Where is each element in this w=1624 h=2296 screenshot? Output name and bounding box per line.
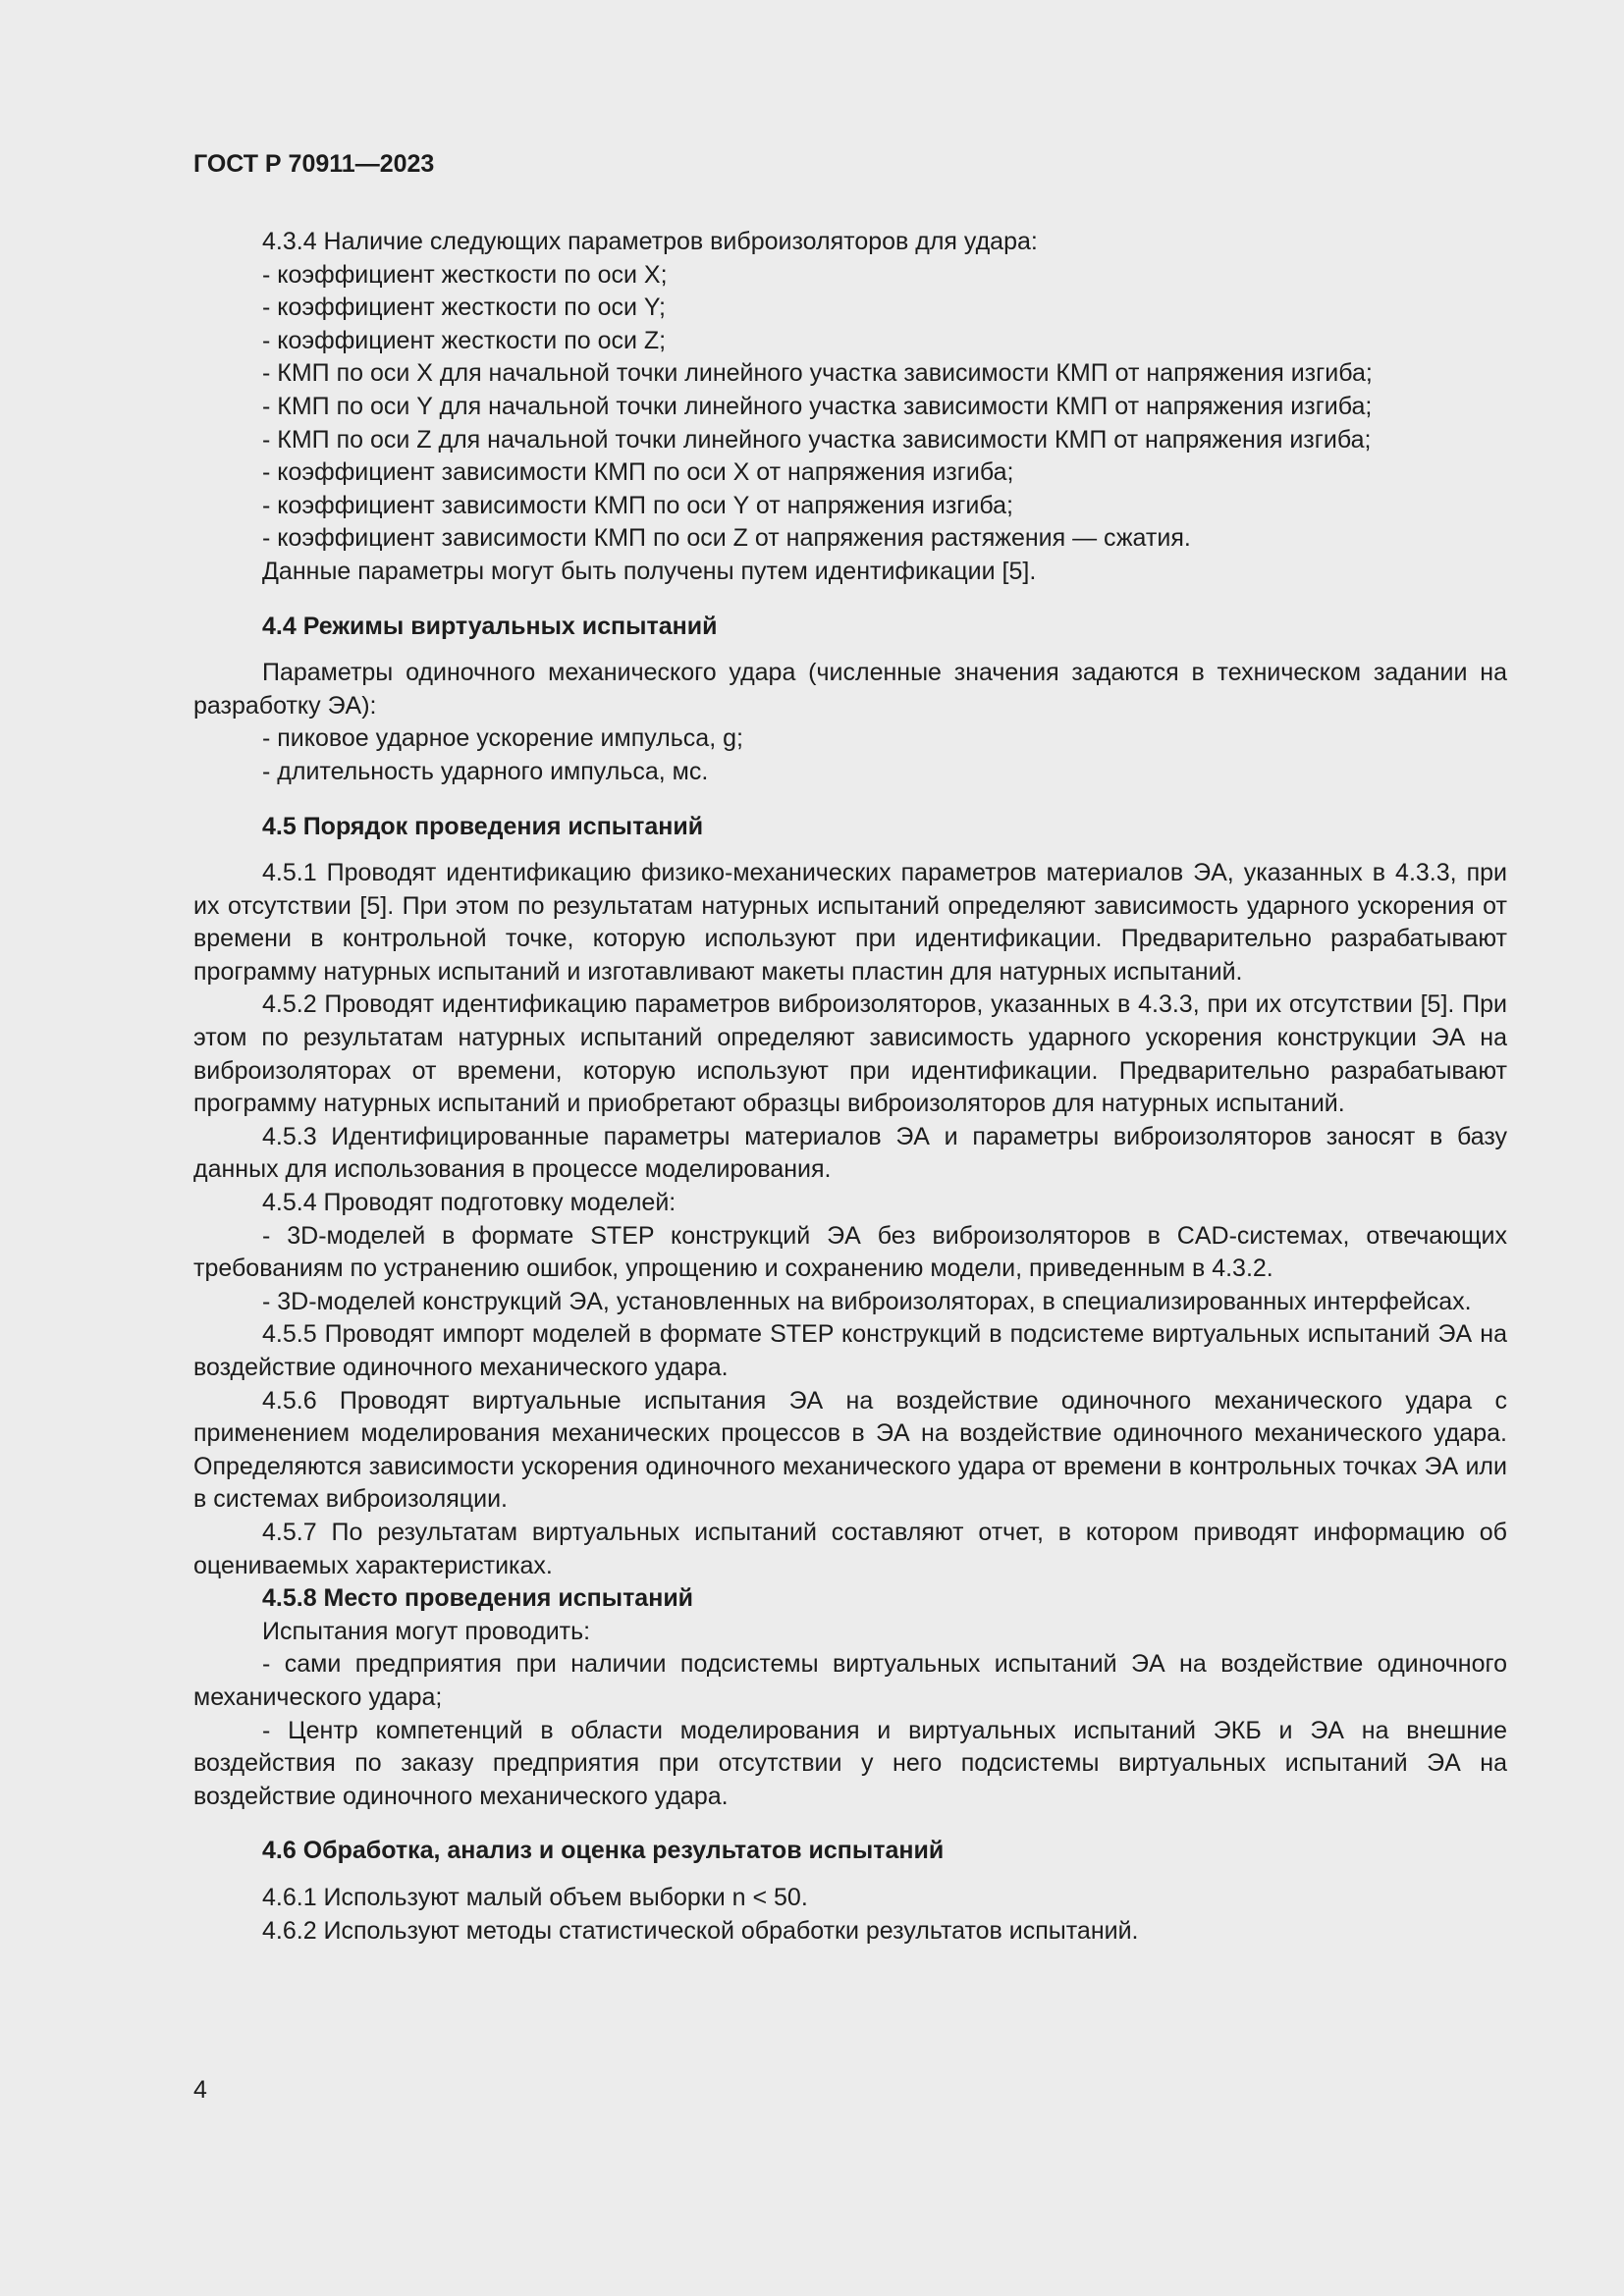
paragraph-4-5-8-item-a: - сами предприятия при наличии подсистемы виртуальных испытаний ЭА на воздействие одиночного механического удара; bbox=[193, 1650, 1507, 1711]
list-item: - коэффициент жесткости по оси Z; bbox=[262, 326, 667, 354]
paragraph-4-5-2: 4.5.2 Проводят идентификацию параметров виброизоляторов, указанных в 4.3.3, при их отсутствии [5]. При этом по результатам натурных испытаний определяют зависимость ударного ускорения конструкции ЭА на виброизоляторах от времени, которую используют при идентификации. Предварительно разрабатывают программу натурных испытаний и приобретают образцы виброизоляторов для натурных испытаний. bbox=[193, 990, 1507, 1118]
paragraph-4-5-7: 4.5.7 По результатам виртуальных испытаний составляют отчет, в котором приводят информацию об оцениваемых характеристиках. bbox=[193, 1518, 1507, 1579]
list-item: - длительность ударного импульса, мс. bbox=[262, 757, 709, 785]
paragraph-4-5-4-item-b: - 3D-моделей конструкций ЭА, установленных на виброизоляторах, в специализированных интерфейсах. bbox=[262, 1287, 1472, 1315]
paragraph-4-6-1: 4.6.1 Используют малый объем выборки n < 50. bbox=[262, 1883, 808, 1911]
paragraph-4-4-intro: Параметры одиночного механического удара (численные значения задаются в техническом задании на разработку ЭА): bbox=[193, 659, 1507, 720]
paragraph-4-6-2: 4.6.2 Используют методы статистической обработки результатов испытаний. bbox=[262, 1916, 1139, 1945]
paragraph-4-3-4-outro: Данные параметры могут быть получены путем идентификации [5]. bbox=[262, 557, 1037, 585]
section-heading-4-4: 4.4 Режимы виртуальных испытаний bbox=[262, 612, 718, 640]
section-heading-4-5: 4.5 Порядок проведения испытаний bbox=[262, 812, 704, 840]
paragraph-4-5-3: 4.5.3 Идентифицированные параметры материалов ЭА и параметры виброизоляторов заносят в базу данных для использования в процессе моделирования. bbox=[193, 1122, 1507, 1184]
paragraph-4-5-8: Испытания могут проводить: bbox=[262, 1617, 591, 1645]
paragraph-4-5-4-item-a: - 3D-моделей в формате STEP конструкций ЭА без виброизоляторов в CAD-системах, отвечающих требованиям по устранению ошибок, упрощению и сохранению модели, приведенным в 4.3.2. bbox=[193, 1221, 1507, 1283]
paragraph-4-5-5: 4.5.5 Проводят импорт моделей в формате STEP конструкций в подсистеме виртуальных испытаний ЭА на воздействие одиночного механического удара. bbox=[193, 1320, 1507, 1381]
paragraph-4-3-4-intro: 4.3.4 Наличие следующих параметров виброизоляторов для удара: bbox=[262, 228, 1038, 255]
list-item: - КМП по оси Z для начальной точки линейного участка зависимости КМП от напряжения изгиба; bbox=[262, 425, 1372, 454]
list-item: - коэффициент зависимости КМП по оси Y от напряжения изгиба; bbox=[262, 491, 1013, 519]
list-item: - коэффициент жесткости по оси Y; bbox=[262, 294, 666, 322]
paragraph-4-5-6: 4.5.6 Проводят виртуальные испытания ЭА на воздействие одиночного механического удара с применением моделирования механических процессов в ЭА на воздействие одиночного механического удара. Определяются зависимости ускорения одиночного механического удара от времени в контрольных точках ЭА или в системах виброизоляции. bbox=[193, 1386, 1507, 1514]
section-heading-4-6: 4.6 Обработка, анализ и оценка результатов испытаний bbox=[262, 1837, 945, 1865]
list-item: - пиковое ударное ускорение импульса, g; bbox=[262, 724, 743, 753]
document-body bbox=[193, 226, 1507, 1948]
list-item: - коэффициент зависимости КМП по оси Z от напряжения растяжения — сжатия. bbox=[262, 524, 1191, 553]
page-number: 4 bbox=[193, 2076, 207, 2104]
list-item: - КМП по оси X для начальной точки линейного участка зависимости КМП от напряжения изгиба; bbox=[262, 359, 1373, 388]
paragraph-4-5-8-item-b: - Центр компетенций в области моделирования и виртуальных испытаний ЭКБ и ЭА на внешние воздействия по заказу предприятия при отсутствии у него подсистемы виртуальных испытаний ЭА на воздействие одиночного механического удара. bbox=[193, 1716, 1507, 1810]
list-item: - коэффициент жесткости по оси X; bbox=[262, 260, 668, 289]
document-page bbox=[193, 147, 1507, 1948]
paragraph-4-5-1: 4.5.1 Проводят идентификацию физико-механических параметров материалов ЭА, указанных в 4.3.3, при их отсутствии [5]. При этом по результатам натурных испытаний определяют зависимость ударного ускорения от времени в контрольной точке, которую используют при идентификации. Предварительно разрабатывают программу натурных испытаний и изготавливают макеты пластин для натурных испытаний. bbox=[193, 859, 1507, 986]
paragraph-4-5-4: 4.5.4 Проводят подготовку моделей: bbox=[262, 1189, 677, 1217]
list-item: - коэффициент зависимости КМП по оси X от напряжения изгиба; bbox=[262, 458, 1014, 487]
subsection-heading-4-5-8: 4.5.8 Место проведения испытаний bbox=[262, 1584, 694, 1613]
list-item: - КМП по оси Y для начальной точки линейного участка зависимости КМП от напряжения изгиба; bbox=[262, 392, 1373, 420]
document-id-header: ГОСТ Р 70911—2023 bbox=[193, 150, 435, 178]
